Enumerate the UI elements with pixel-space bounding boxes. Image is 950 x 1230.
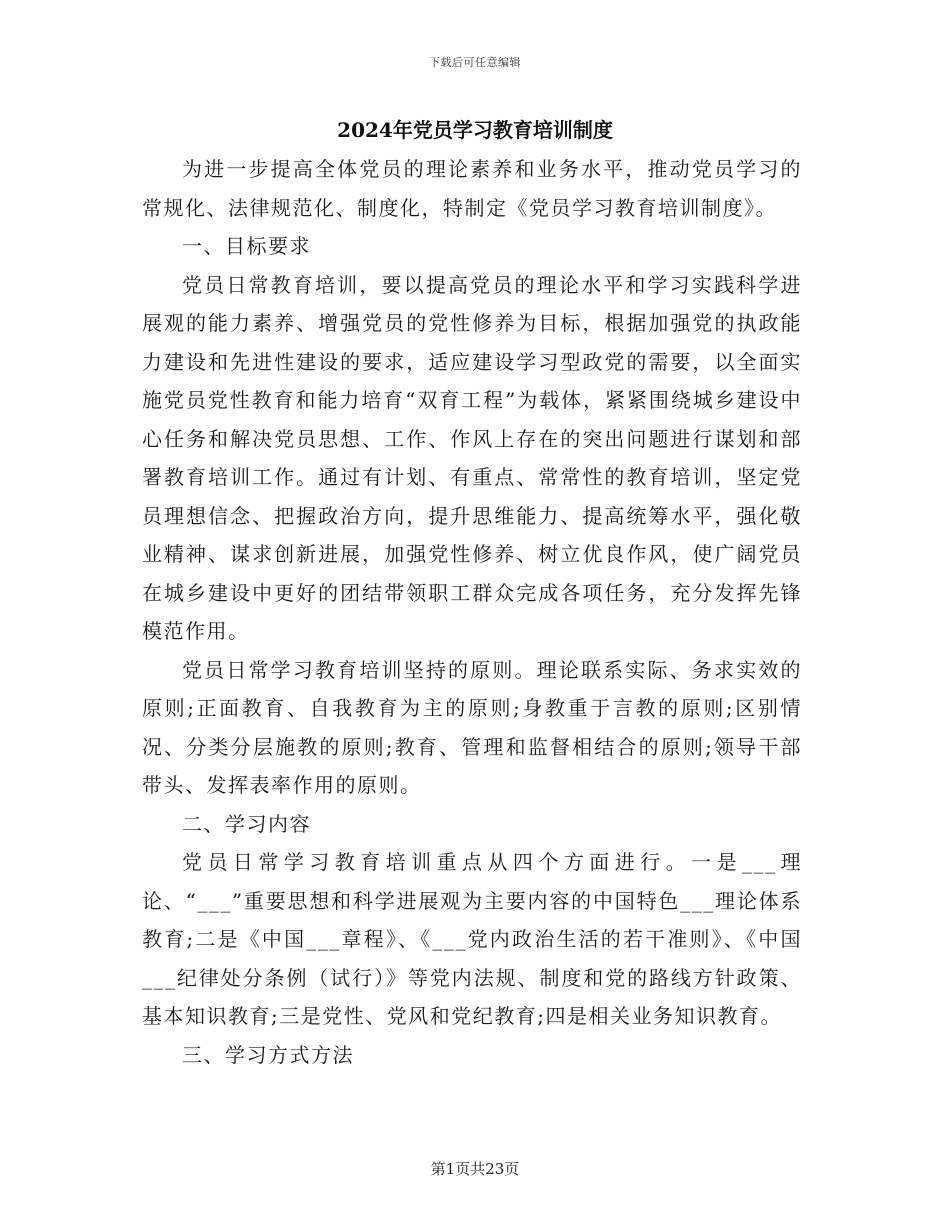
goals-paragraph: 党员日常教育培训，要以提高党员的理论水平和学习实践科学进展观的能力素养、增强党员的党性修养为目标，根据加强党的执政能力建设和先进性建设的要求，适应建设学习型政党的需要，以全面实施党员党性教育和能力培育“双育工程”为载体，紧紧围绕城乡建设中心任务和解决党员思想、工作、作风上存在的突出问题进行谋划和部署教育培训工作。通过有计划、有重点、常常性的教育培训，坚定党员理想信念、把握政治方向，提升思维能力、提高统筹水平，强化敬业精神、谋求创新进展，加强党性修养、树立优良作风，使广阔党员在城乡建设中更好的团结带领职工群众完成各项任务，充分发挥先锋模范作用。 [142,272,802,643]
intro-paragraph: 为进一步提高全体党员的理论素养和业务水平，推动党员学习的常规化、法律规范化、制度化，特制定《党员学习教育培训制度》。 [142,157,802,220]
header-note: 下载后可任意编辑 [429,56,521,69]
section-heading-content: 二、学习内容 [182,811,311,836]
document-title: 2024年党员学习教育培训制度 [337,118,613,142]
content-paragraph: 党员日常学习教育培训重点从四个方面进行。一是___理论、“___”重要思想和科学进展观为主要内容的中国特色___理论体系教育;二是《中国___章程》、《___党内政治生活的若干准则》、《中国___纪律处分条例（试行）》等党内法规、制度和党的路线方针政策、基本知识教育;三是党性、党风和党纪教育;四是相关业务知识教育。 [142,850,802,1028]
section-heading-methods: 三、学习方式方法 [182,1042,354,1067]
principles-paragraph: 党员日常学习教育培训坚持的原则。理论联系实际、务求实效的原则;正面教育、自我教育为主的原则;身教重于言教的原则;区别情况、分类分层施教的原则;教育、管理和监督相结合的原则;领导干部带头、发挥表率作用的原则。 [142,657,802,797]
section-heading-goals: 一、目标要求 [182,234,311,258]
page-footer: 第1页共23页 [430,1160,520,1178]
document-body [142,150,802,1074]
